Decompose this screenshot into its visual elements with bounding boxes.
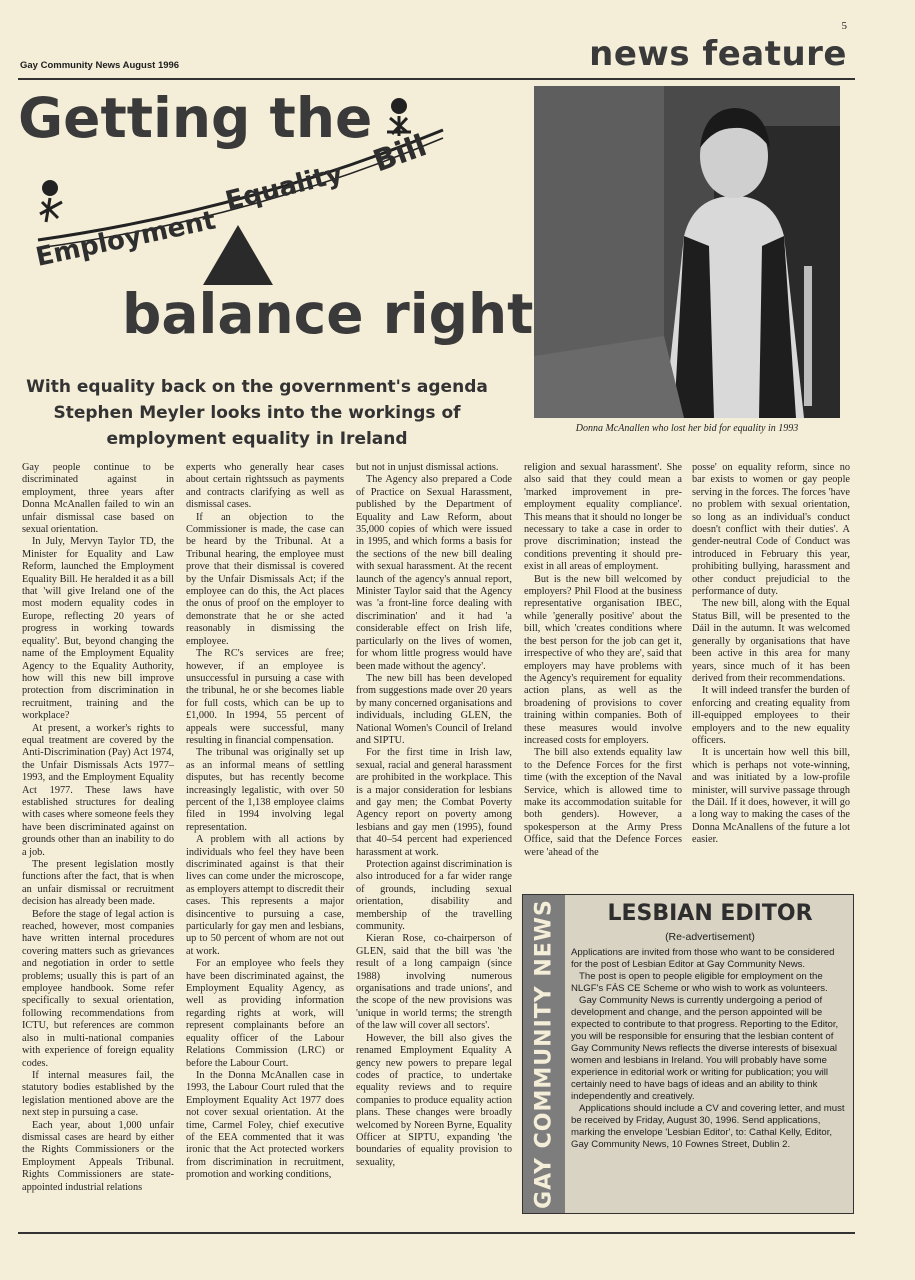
paragraph: Before the stage of legal action is reached, however, most companies have written internal procedures covering matters such as grievances and negotiation in order to settle problems; usually this is part of an employee handbook. Some refer specifically to sexual orientation, following recommendations from ICTU, but references are common also in multi-national companies with experience of foreign equality codes. <box>22 908 174 1069</box>
paragraph: Protection against discrimination is also introduced for a far wider range of grounds, including sexual orientation, disability and membership of the travelling community. <box>356 859 512 933</box>
paragraph: In July, Mervyn Taylor TD, the Minister for Equality and Law Reform, launched the Employment Equality Bill. He heralded it as a bill that 'will give Ireland one of the most modern equality codes in Europe, reflecting 20 years of progress in working towards equality'. But, beyond changing the name of the Employment Equality Agency to the Equality Authority, how will this new bill improve protection from discrimination in recruitment, training and the workplace? <box>22 536 174 722</box>
article-column-5 <box>692 462 850 847</box>
masthead: Gay Community News August 1996 <box>20 60 180 71</box>
advert-side-banner <box>523 895 565 1213</box>
paragraph: But is the new bill welcomed by employers? Phil Flood at the business representative organisation IBEC, while 'generally positive' about the bill, which 'creates conditions where the best person for the job can get it, irrespective of who they are', said that employers may have problems with the Agency's requirement for equality action plans, as well as the broadening of provisions to cover training within companies. Both of these measures would involve increased costs for employers. <box>524 573 682 746</box>
bottom-rule <box>18 1232 855 1234</box>
paragraph: religion and sexual harassment'. She also said that they could mean a 'marked improvement in pre-employment equality compliance'. This means that it should no longer be necessary to take a case in order to prove discrimination; instead the conditions preventing it should pre-exist in all areas of employment. <box>524 462 682 573</box>
standfirst: With equality back on the government's agenda Stephen Meyler looks into the workings of employment equality in Ireland <box>26 377 488 449</box>
equality-bill-logo <box>18 90 498 290</box>
paragraph: Gay people continue to be discriminated against in employment, three years after Donna McAnallen failed to win an unfair dismissal case based on sexual orientation. <box>22 462 174 536</box>
advert-paragraph: The post is open to people eligible for employment on the NLGF's FÁS CE Scheme or who wish to work as volunteers. <box>571 971 828 994</box>
paragraph: The Agency also prepared a Code of Practice on Sexual Harassment, published by the Department of Equality and Law Reform, about 35,000 copies of which were issued in 1995, and which forms a basis for the sections of the new bill dealing with sexual harassment. At the recent launch of the agency's annual report, Minister Taylor said that the Agency was 'a front-line force dealing with discrimination' and it had 'a considerable effect on Irish life, particularly on the lives of women, for whom little progress would have been made without the agency'. <box>356 474 512 672</box>
advert-subtitle: (Re-advertisement) <box>665 931 755 943</box>
headline-part-1: Getting the <box>18 86 373 150</box>
advert-title: LESBIAN EDITOR <box>607 901 813 926</box>
paragraph: The new bill has been developed from suggestions made over 20 years by many concerned organisations and individuals, including GLEN, the National Women's Council of Ireland and SIPTU. <box>356 672 512 746</box>
advert-paragraph: Gay Community News is currently undergoing a period of development and change, and the person appointed will be expected to contribute to that progress. Reporting to the Editor, you will be responsible for ensuring that the lesbian content of Gay Community News reflects the diverse interests of bisexual women and lesbians in Ireland. You will probably have some experience in editorial work or writing for publication; you will certainly need to have bags of ideas and an ability to think independently and creatively. <box>571 995 839 1102</box>
paragraph: experts who generally hear cases about certain rightssuch as payments and contracts clarifying as well as dismissal cases. <box>186 462 344 511</box>
paragraph: It is uncertain how well this bill, which is perhaps not vote-winning, and was initiated by a low-profile minister, will survive passage through the Dáil. If it does, however, it will go a long way to making the cases of the Donna McAnallens of the future a lot easier. <box>692 747 850 846</box>
paragraph: The bill also extends equality law to the Defence Forces for the first time (with the exception of the Naval Service, which is allowed time to make its accommodation suitable for both genders). However, a spokesperson at the Army Press Office, said that the Defence Forces were 'ahead of the <box>524 747 682 858</box>
paragraph: The tribunal was originally set up as an informal means of settling disputes, but has recently become increasingly legalistic, with over 50 percent of the 1,138 employee claims filed in 1994 involving legal representation. <box>186 747 344 833</box>
logo-word-equality: Equality <box>222 158 346 217</box>
paragraph: If internal measures fail, the statutory bodies established by the legislation mentioned above are the next step in pursuing a case. <box>22 1069 174 1119</box>
paragraph: posse' on equality reform, since no bar exists to women or gay people serving in the forces. The forces 'have no problem with sexual orientation, so long as an individual's conduct doesn't conflict with their duties'. A gender-neutral Code of Conduct was introduced in February this year, prohibiting bullying, harassment and other conduct prejudicial to the performance of duty. <box>692 462 850 598</box>
paragraph: The new bill, along with the Equal Status Bill, will be presented to the Dáil in the autumn. It was welcomed generally by organisations that have been active in this area for many years, since much of it has been derived from their recommendations. <box>692 598 850 684</box>
paragraph: Each year, about 1,000 unfair dismissal cases are heard by either the Rights Commissioners or the Employment Appeals Tribunal. Rights Commissioners are state-appointed industrial relations <box>22 1119 174 1193</box>
stick-figure-right <box>387 98 411 136</box>
paragraph: A problem with all actions by individuals who feel they have been discriminated against is that their lives can come under the microscope, as employers attempt to discredit their cases. This represents a major disincentive to pursuing a case, particularly for gay men and lesbians, up to 50 percent of whom are not out at work. <box>186 834 344 957</box>
logo-word-employment: Employment <box>33 205 219 273</box>
advert-paragraph: Applications should include a CV and covering letter, and must be received by Friday, August 30, 1996. Send applications, marking the envelope 'Lesbian Editor', to: Cathal Kelly, Editor, Gay Community News, 10 Fownes Street, Dublin 2. <box>571 1103 845 1150</box>
paragraph: For the first time in Irish law, sexual, racial and general harassment are prohibited in the workplace. This is a major consideration for lesbians and gay men; the Combat Poverty Agency report on poverty among lesbians and gay men (1995), found that 40–54 percent had experienced harassment at work. <box>356 747 512 858</box>
advert-paragraph: Applications are invited from those who want to be considered for the post of Lesbian Editor at Gay Community News. <box>571 947 835 970</box>
paragraph: The RC's services are free; however, if an employee is unsuccessful in pursuing a case with the tribunal, he or she becomes liable for full costs, which can be up to £1,000. In 1994, 55 percent of appeals were successful, many resulting in financial compensation. <box>186 648 344 746</box>
advert-body <box>571 947 847 1151</box>
article-column-3 <box>356 462 512 1169</box>
stick-figure-left <box>40 180 62 222</box>
paragraph: Kieran Rose, co-chairperson of GLEN, said that the bill was 'the result of a long campaign (since 1988) involving numerous organisations and trade unions', and the scope of the new provisions was 'unique in world terms; the strength of the law will cover all sectors'. <box>356 933 512 1032</box>
paragraph: It will indeed transfer the burden of enforcing and creating equality from ill-equipped employees to their employers and to the new equality officers. <box>692 685 850 746</box>
article-column-1 <box>22 462 174 1194</box>
portrait-photo <box>534 86 840 418</box>
paragraph: However, the bill also gives the renamed Employment Equality A gency new powers to prepare legal codes of practice, to undertake equality reviews and to require companies to produce equality action plans. These changes were broadly welcomed by Noreen Byrne, Equality Officer at SIPTU, expanding 'the boundaries of equality provision to sexuality, <box>356 1032 512 1168</box>
headline-part-2: balance right <box>122 282 534 346</box>
article-column-4 <box>524 462 682 859</box>
paragraph: For an employee who feels they have been discriminated against, the Employment Equality Agency, as well as providing information regarding rights at work, will represent complainants before an equality officer of the Labour Relations Commission (LRC) or before the Labour Court. <box>186 958 344 1069</box>
paragraph: At present, a worker's rights to equal treatment are covered by the Anti-Discrimination (Pay) Act 1974, the Unfair Dismissals Acts 1977–1993, and the Employment Equality Act 1977. These laws have established structures for dealing with cases where someone feels they have been discriminated against on grounds other than an inability to do a job. <box>22 722 174 858</box>
paragraph: If an objection to the Commissioner is made, the case can be heard by the Tribunal. At a Tribunal hearing, the employee must prove that their dismissal is covered by the Unfair Dismissals Act; if the employee can do this, the Act places the onus of proof on the employer to demonstrate that he or she acted reasonably in dismissing the employee. <box>186 511 344 647</box>
section-label: news feature <box>589 34 847 74</box>
paragraph: In the Donna McAnallen case in 1993, the Labour Court ruled that the Employment Equality Act 1977 does not cover sexual orientation. At the time, Carmel Foley, chief executive of the EEA commented that it was ironic that the Act protected workers from discrimination in recruitment, promotion and working conditions, <box>186 1069 344 1181</box>
advert-side-text: GAY COMMUNITY NEWS <box>531 899 557 1209</box>
logo-word-bill: Bill <box>368 128 432 180</box>
lesbian-editor-advert <box>522 894 854 1214</box>
top-rule <box>18 78 855 80</box>
paragraph: but not in unjust dismissal actions. <box>356 462 499 473</box>
article-column-2 <box>186 462 344 1182</box>
paragraph: The present legislation mostly functions after the fact, that is when an unfair dismissal or recruitment decision has already been made. <box>22 859 174 908</box>
page-number: 5 <box>841 20 847 32</box>
photo-caption: Donna McAnallen who lost her bid for equality in 1993 <box>575 423 799 434</box>
